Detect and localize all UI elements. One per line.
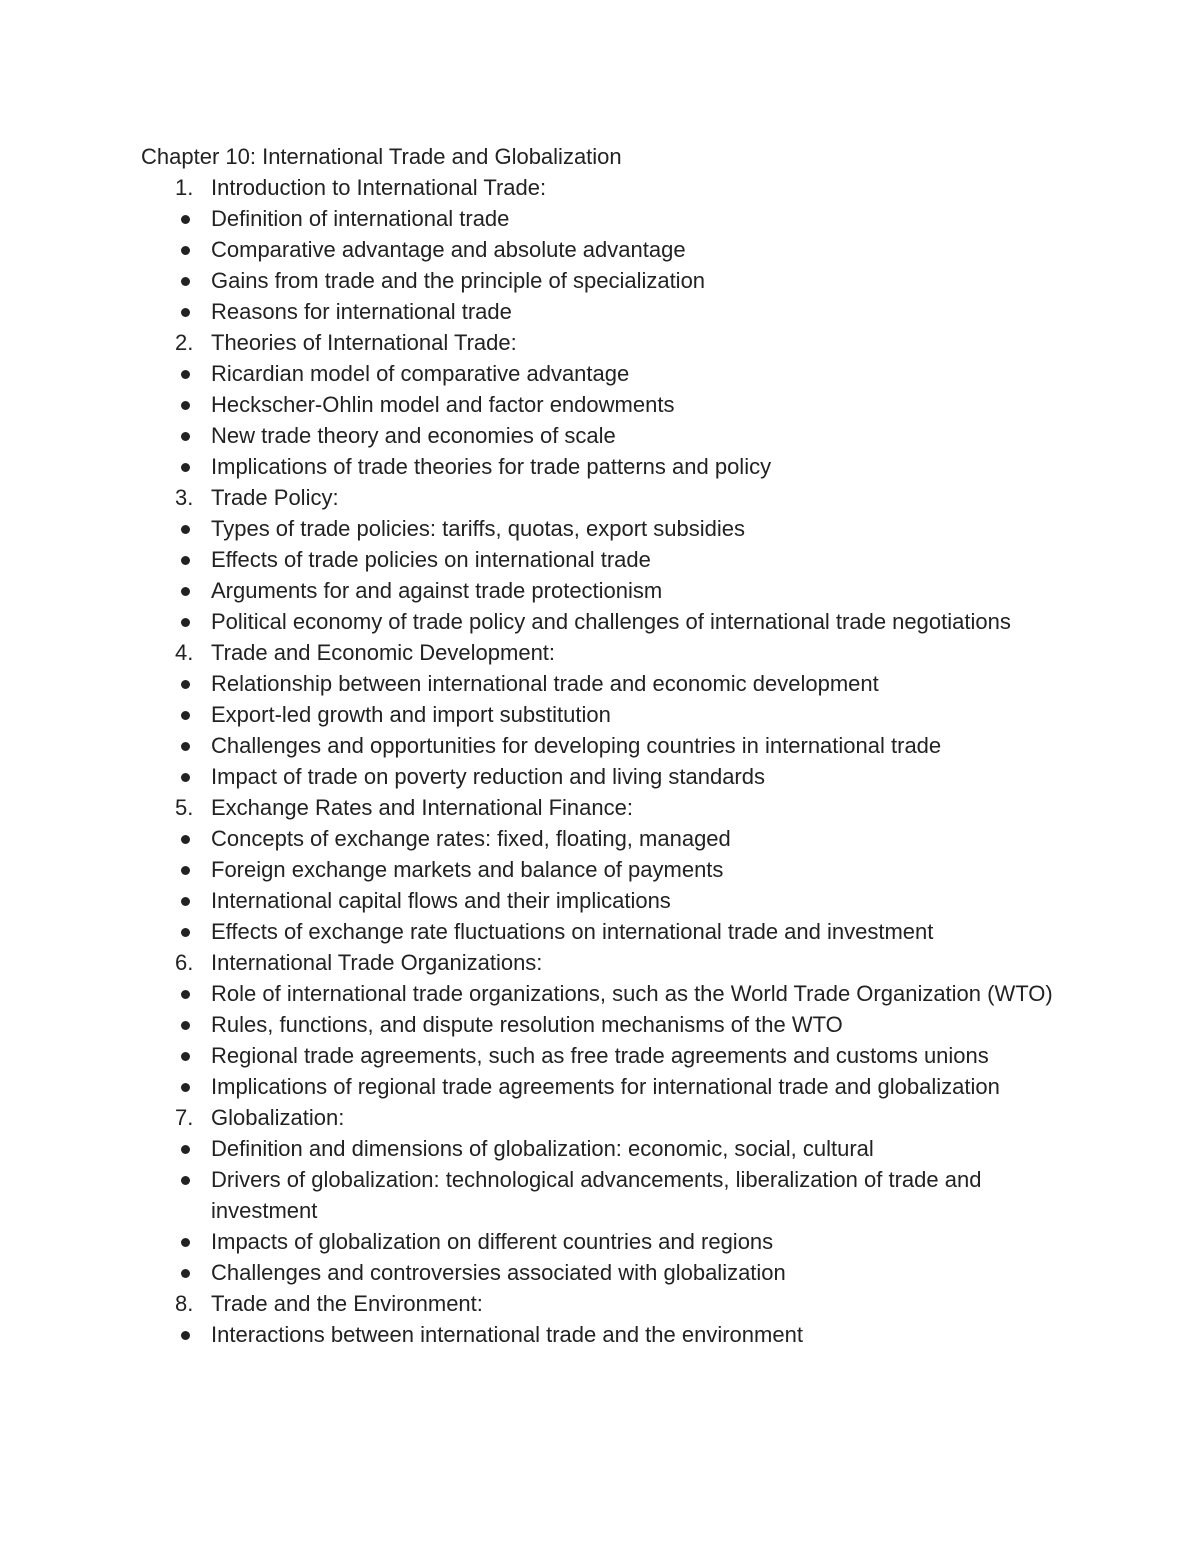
section-number: 8. (175, 1291, 194, 1316)
list-item-text: Definition and dimensions of globalization: economic, social, cultural (211, 1136, 874, 1161)
section-title: Theories of International Trade: (211, 330, 517, 355)
section-title: Trade and Economic Development: (211, 640, 556, 665)
list-item-text: Definition of international trade (211, 206, 510, 231)
list-item (141, 668, 1071, 699)
list-item (141, 1164, 1071, 1226)
section-heading (141, 947, 1071, 978)
list-item-text: Arguments for and against trade protectionism (211, 578, 663, 603)
bullet-icon (181, 587, 190, 596)
list-item-text: Rules, functions, and dispute resolution mechanisms of the WTO (211, 1012, 843, 1037)
list-item (141, 575, 1071, 606)
bullet-icon (181, 1269, 190, 1278)
section-heading (141, 1288, 1071, 1319)
list-item (141, 885, 1071, 916)
bullet-icon (181, 711, 190, 720)
bullet-icon (181, 1331, 190, 1340)
list-item-text: Foreign exchange markets and balance of payments (211, 857, 724, 882)
list-item (141, 1257, 1071, 1288)
list-item-text: Political economy of trade policy and challenges of international trade negotiations (211, 609, 1011, 634)
section-number: 1. (175, 175, 194, 200)
list-item (141, 544, 1071, 575)
list-item (141, 420, 1071, 451)
list-item-text: Relationship between international trade and economic development (211, 671, 879, 696)
list-item (141, 854, 1071, 885)
bullet-icon (181, 680, 190, 689)
bullet-icon (181, 277, 190, 286)
bullet-icon (181, 773, 190, 782)
list-item (141, 699, 1071, 730)
list-item (141, 1009, 1071, 1040)
bullet-icon (181, 401, 190, 410)
list-item-text: Ricardian model of comparative advantage (211, 361, 630, 386)
section-heading (141, 637, 1071, 668)
section-number: 5. (175, 795, 194, 820)
list-item-text: Challenges and opportunities for developing countries in international trade (211, 733, 942, 758)
list-item (141, 823, 1071, 854)
list-item-text: Effects of trade policies on international trade (211, 547, 651, 572)
list-item-text: Reasons for international trade (211, 299, 512, 324)
chapter-title: Chapter 10: International Trade and Globalization (141, 144, 622, 169)
list-item-text: Export-led growth and import substitution (211, 702, 611, 727)
section-title: Trade and the Environment: (211, 1291, 483, 1316)
list-item (141, 203, 1071, 234)
bullet-icon (181, 1145, 190, 1154)
list-item (141, 730, 1071, 761)
list-item-text: Impact of trade on poverty reduction and living standards (211, 764, 765, 789)
list-item-text: Drivers of globalization: technological advancements, liberalization of trade and investment (211, 1167, 982, 1223)
section-number: 2. (175, 330, 194, 355)
bullet-icon (181, 618, 190, 627)
bullet-icon (181, 742, 190, 751)
bullet-icon (181, 525, 190, 534)
list-item (141, 265, 1071, 296)
bullet-icon (181, 556, 190, 565)
bullet-icon (181, 308, 190, 317)
bullet-icon (181, 897, 190, 906)
list-item (141, 1319, 1071, 1350)
section-title: International Trade Organizations: (211, 950, 543, 975)
bullet-icon (181, 928, 190, 937)
bullet-icon (181, 215, 190, 224)
section-heading (141, 792, 1071, 823)
list-item-text: Effects of exchange rate fluctuations on international trade and investment (211, 919, 934, 944)
list-item-text: Comparative advantage and absolute advantage (211, 237, 686, 262)
chapter-outline (141, 172, 1071, 1350)
bullet-icon (181, 866, 190, 875)
section-title: Trade Policy: (211, 485, 339, 510)
list-item-text: Implications of trade theories for trade patterns and policy (211, 454, 772, 479)
list-item-text: Implications of regional trade agreements for international trade and globalization (211, 1074, 1000, 1099)
section-number: 4. (175, 640, 194, 665)
list-item-text: International capital flows and their implications (211, 888, 671, 913)
bullet-icon (181, 1052, 190, 1061)
list-item (141, 389, 1071, 420)
list-item (141, 1133, 1071, 1164)
list-item (141, 451, 1071, 482)
bullet-icon (181, 1176, 190, 1185)
list-item (141, 606, 1071, 637)
bullet-icon (181, 370, 190, 379)
list-item (141, 234, 1071, 265)
list-item (141, 1226, 1071, 1257)
section-heading (141, 327, 1071, 358)
bullet-icon (181, 1083, 190, 1092)
list-item-text: Types of trade policies: tariffs, quotas, export subsidies (211, 516, 745, 541)
section-title: Introduction to International Trade: (211, 175, 547, 200)
list-item (141, 1071, 1071, 1102)
list-item (141, 1040, 1071, 1071)
list-item-text: Heckscher-Ohlin model and factor endowments (211, 392, 675, 417)
bullet-icon (181, 432, 190, 441)
bullet-icon (181, 835, 190, 844)
list-item-text: Role of international trade organizations, such as the World Trade Organization (WTO) (211, 981, 1053, 1006)
section-title: Exchange Rates and International Finance: (211, 795, 633, 820)
section-number: 6. (175, 950, 194, 975)
list-item (141, 978, 1071, 1009)
section-number: 3. (175, 485, 194, 510)
list-item-text: Concepts of exchange rates: fixed, floating, managed (211, 826, 731, 851)
section-heading (141, 172, 1071, 203)
list-item (141, 358, 1071, 389)
list-item (141, 513, 1071, 544)
list-item (141, 296, 1071, 327)
bullet-icon (181, 990, 190, 999)
list-item-text: Regional trade agreements, such as free trade agreements and customs unions (211, 1043, 989, 1068)
bullet-icon (181, 1021, 190, 1030)
bullet-icon (181, 1238, 190, 1247)
list-item-text: Challenges and controversies associated with globalization (211, 1260, 786, 1285)
list-item (141, 761, 1071, 792)
bullet-icon (181, 463, 190, 472)
list-item-text: Gains from trade and the principle of specialization (211, 268, 706, 293)
section-heading (141, 482, 1071, 513)
section-title: Globalization: (211, 1105, 345, 1130)
list-item-text: Impacts of globalization on different countries and regions (211, 1229, 774, 1254)
section-number: 7. (175, 1105, 194, 1130)
list-item-text: New trade theory and economies of scale (211, 423, 616, 448)
bullet-icon (181, 246, 190, 255)
list-item-text: Interactions between international trade and the environment (211, 1322, 803, 1347)
section-heading (141, 1102, 1071, 1133)
list-item (141, 916, 1071, 947)
